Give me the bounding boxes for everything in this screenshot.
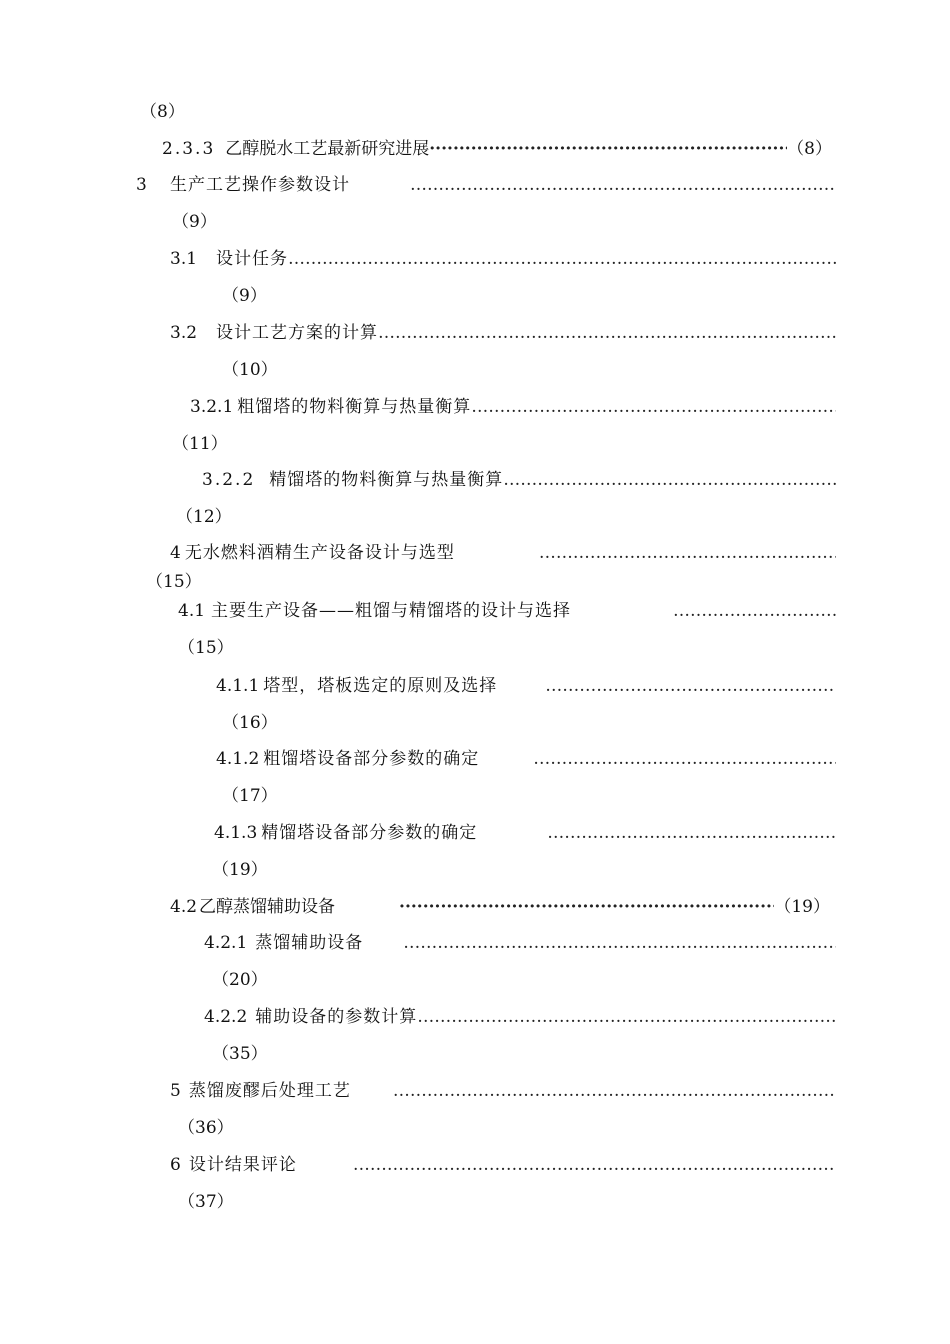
section-title: 辅助设备的参数计算 <box>255 1007 418 1027</box>
toc-entry-3[interactable] <box>136 172 836 198</box>
page-number: （9） <box>172 212 217 232</box>
toc-page-number <box>178 1115 234 1141</box>
toc-page-number <box>172 209 217 235</box>
section-title: 设计工艺方案的计算 <box>216 323 378 343</box>
toc-page-number <box>222 710 278 736</box>
toc-entry-3-2-1[interactable] <box>190 394 836 420</box>
dot-leader <box>393 1078 836 1104</box>
toc-page-number <box>212 967 268 993</box>
toc-page-number <box>140 99 185 125</box>
section-number: 4.2.1 <box>204 933 248 953</box>
section-title: 乙醇蒸馏辅助设备 <box>199 897 336 917</box>
section-title: 无水燃料酒精生产设备设计与选型 <box>184 543 455 563</box>
toc-entry-4-1-1[interactable] <box>216 673 836 699</box>
page-number: （16） <box>222 713 278 733</box>
section-title: 设计任务 <box>216 249 288 269</box>
section-title: 粗馏塔的物料衡算与热量衡算 <box>237 397 472 417</box>
dot-leader <box>545 673 836 699</box>
toc-page-number <box>222 283 267 309</box>
section-title: 塔型，塔板选定的原则及选择 <box>263 676 498 696</box>
dot-leader <box>539 540 836 566</box>
toc-entry-6[interactable] <box>170 1152 836 1178</box>
toc-entry-4[interactable] <box>170 540 836 566</box>
section-number: 4.1 <box>178 601 206 621</box>
toc-page-number <box>178 1189 234 1215</box>
section-title: 精馏塔的物料衡算与热量衡算 <box>269 470 504 490</box>
section-number: 4 <box>170 543 181 563</box>
section-title: 乙醇脱水工艺最新研究进展 <box>225 139 430 159</box>
page-number: （35） <box>212 1044 268 1064</box>
dot-leader <box>533 746 836 772</box>
page-number: （8） <box>787 139 832 159</box>
toc-entry-4-2-2[interactable] <box>204 1004 836 1030</box>
toc-page-number <box>212 1041 268 1067</box>
dot-leader <box>403 930 836 956</box>
toc-entry-4-1-3[interactable] <box>214 820 836 846</box>
page-number: （17） <box>222 786 278 806</box>
dot-leader <box>429 136 787 162</box>
toc-page-number <box>176 504 232 530</box>
dot-leader <box>288 246 836 272</box>
section-number: 4.1.3 <box>214 823 258 843</box>
toc-page-number <box>222 357 278 383</box>
toc-entry-5[interactable] <box>170 1078 836 1104</box>
toc-entry-4-2[interactable] <box>170 894 830 920</box>
page-number: （15） <box>146 572 202 592</box>
page-number: （20） <box>212 970 268 990</box>
section-number: 6 <box>170 1155 181 1175</box>
section-number: 5 <box>170 1081 181 1101</box>
section-number: 3.2 <box>170 323 198 343</box>
section-title: 生产工艺操作参数设计 <box>170 175 350 195</box>
section-title: 主要生产设备——粗馏与精馏塔的设计与选择 <box>211 601 572 621</box>
page-number: （15） <box>178 638 234 658</box>
toc-page-number <box>172 431 228 457</box>
toc-entry-3-2[interactable] <box>170 320 836 346</box>
toc-page-number <box>222 783 278 809</box>
page-number: （37） <box>178 1192 234 1212</box>
toc-page-number <box>178 635 234 661</box>
section-number: 4.1.2 <box>216 749 260 769</box>
toc-entry-3-2-2[interactable] <box>202 467 836 493</box>
section-title: 设计结果评论 <box>188 1155 297 1175</box>
section-number: 3.2.2 <box>202 470 256 490</box>
toc-entry-3-1[interactable] <box>170 246 836 272</box>
toc-entry-4-1-2[interactable] <box>216 746 836 772</box>
page-number: （12） <box>176 507 232 527</box>
dot-leader <box>503 467 836 493</box>
page-number: （19） <box>774 897 830 917</box>
dot-leader <box>353 1152 836 1178</box>
toc-page-number <box>212 857 268 883</box>
section-number: 2.3.3 <box>162 139 216 159</box>
section-number: 4.2.2 <box>204 1007 248 1027</box>
dot-leader <box>547 820 836 846</box>
toc-entry-4-1[interactable] <box>178 598 836 624</box>
section-number: 4.2 <box>170 897 198 917</box>
section-number: 3.1 <box>170 249 198 269</box>
dot-leader <box>378 320 836 346</box>
section-number: 3.2.1 <box>190 397 234 417</box>
page-number: （8） <box>140 102 185 122</box>
section-title: 蒸馏废醪后处理工艺 <box>188 1081 351 1101</box>
page-number: （9） <box>222 286 267 306</box>
dot-leader <box>417 1004 836 1030</box>
dot-leader <box>471 394 836 420</box>
toc-entry-2-3-3[interactable] <box>162 136 832 162</box>
section-title: 粗馏塔设备部分参数的确定 <box>263 749 480 769</box>
page-number: （19） <box>212 860 268 880</box>
section-number: 3 <box>136 175 147 195</box>
page-number: （11） <box>172 434 228 454</box>
dot-leader <box>673 598 836 624</box>
toc-entry-4-2-1[interactable] <box>204 930 836 956</box>
page-number: （36） <box>178 1118 234 1138</box>
dot-leader <box>410 172 836 198</box>
page-number: （10） <box>222 360 278 380</box>
section-title: 蒸馏辅助设备 <box>255 933 364 953</box>
toc-page-number <box>146 569 202 595</box>
dot-leader <box>399 894 774 920</box>
section-title: 精馏塔设备部分参数的确定 <box>261 823 478 843</box>
section-number: 4.1.1 <box>216 676 260 696</box>
